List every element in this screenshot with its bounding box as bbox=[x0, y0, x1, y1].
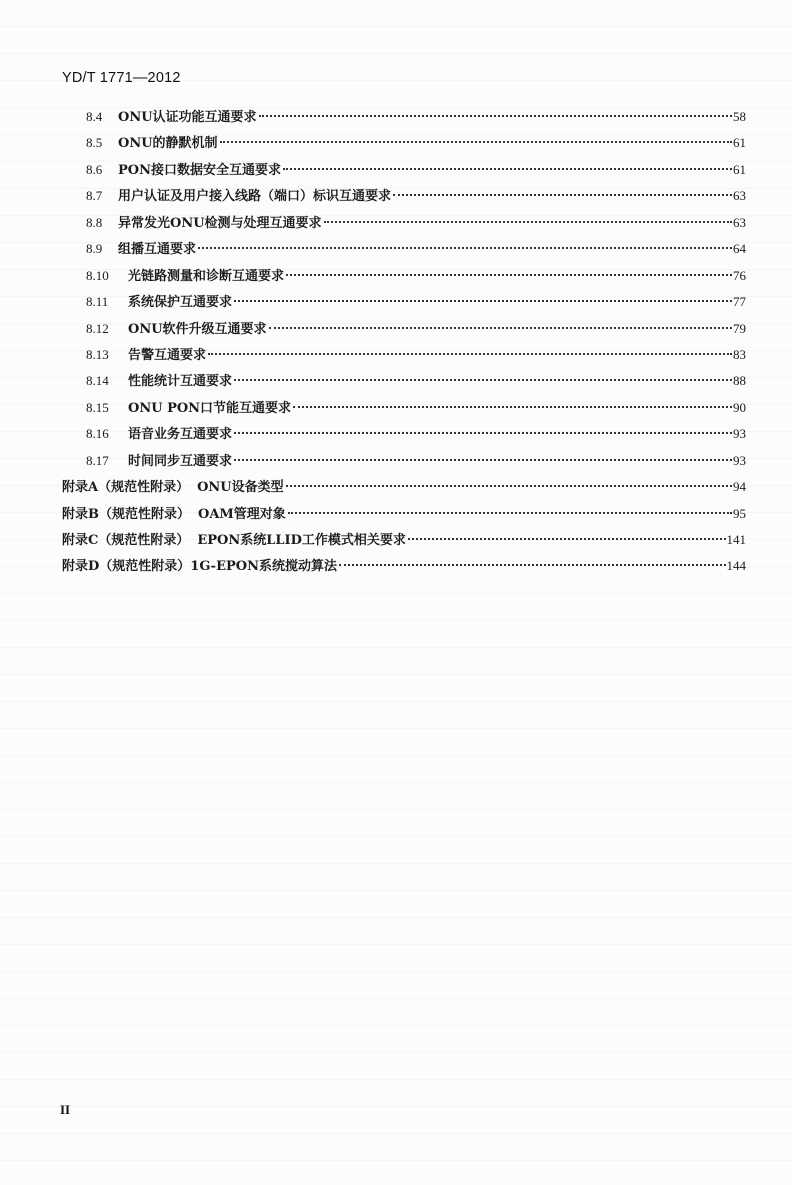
toc-entry-page: 77 bbox=[733, 294, 746, 310]
toc-annex-title: ONU设备类型 bbox=[197, 480, 284, 496]
dot-leader bbox=[286, 273, 732, 276]
toc-entry-title: 语音业务互通要求 bbox=[128, 427, 233, 443]
toc-entry-title: 告警互通要求 bbox=[128, 347, 207, 363]
toc-annex-entry bbox=[62, 501, 746, 527]
toc-entry bbox=[62, 130, 746, 156]
toc-entry-number: 8.10 bbox=[86, 267, 109, 283]
page-number: II bbox=[60, 1102, 71, 1117]
dot-leader bbox=[198, 246, 732, 249]
toc-entry-number: 8.13 bbox=[86, 346, 109, 362]
toc-entry-page: 76 bbox=[733, 267, 746, 283]
table-of-contents bbox=[62, 104, 746, 580]
toc-entry bbox=[62, 236, 746, 262]
toc-annex-label: 附录A（规范性附录） bbox=[62, 480, 190, 496]
toc-entry bbox=[62, 104, 746, 130]
toc-entry-page: 79 bbox=[733, 320, 746, 336]
toc-entry-page: 94 bbox=[733, 479, 746, 495]
toc-entry-page: 63 bbox=[733, 188, 746, 204]
toc-annex-entry bbox=[62, 474, 746, 500]
toc-entry-title: ONU的静默机制 bbox=[118, 136, 218, 152]
toc-entry bbox=[62, 368, 746, 394]
toc-annex-label: 附录B（规范性附录） bbox=[62, 506, 190, 522]
toc-entry bbox=[62, 395, 746, 421]
dot-leader bbox=[288, 511, 732, 514]
toc-entry-page: 83 bbox=[733, 346, 746, 362]
toc-entry-page: 61 bbox=[733, 135, 746, 151]
toc-entry bbox=[62, 448, 746, 474]
toc-entry-page: 90 bbox=[733, 399, 746, 415]
toc-entry-title: ONU PON口节能互通要求 bbox=[128, 400, 292, 416]
toc-entry-title: ONU软件升级互通要求 bbox=[128, 321, 267, 337]
toc-entry-number: 8.16 bbox=[86, 426, 109, 442]
toc-entry-page: 144 bbox=[726, 558, 746, 574]
toc-entry-page: 95 bbox=[733, 505, 746, 521]
toc-annex-label: 附录D（规范性附录） bbox=[62, 559, 191, 575]
toc-entry-title: 时间同步互通要求 bbox=[128, 453, 233, 469]
dot-leader bbox=[286, 484, 732, 487]
toc-entry-page: 88 bbox=[733, 373, 746, 389]
toc-entry-page: 58 bbox=[733, 109, 746, 124]
toc-entry bbox=[62, 342, 746, 368]
toc-entry-number: 8.14 bbox=[86, 373, 109, 389]
toc-entry-title: 异常发光ONU检测与处理互通要求 bbox=[118, 215, 322, 231]
toc-entry bbox=[62, 157, 746, 183]
toc-entry-number: 8.5 bbox=[86, 135, 103, 151]
toc-entry-number: 8.8 bbox=[86, 214, 103, 230]
dot-leader bbox=[234, 378, 732, 381]
toc-entry-title: 性能统计互通要求 bbox=[128, 374, 233, 390]
toc-entry bbox=[62, 183, 746, 209]
toc-entry-number: 8.4 bbox=[86, 109, 103, 124]
dot-leader bbox=[220, 140, 732, 143]
toc-annex-title: EPON系统LLID工作模式相关要求 bbox=[197, 533, 406, 548]
toc-entry-page: 64 bbox=[733, 241, 746, 257]
toc-entry-title: ONU认证功能互通要求 bbox=[118, 110, 257, 125]
dot-leader bbox=[259, 114, 732, 117]
toc-entry-number: 8.11 bbox=[86, 294, 109, 310]
toc-entry-page: 63 bbox=[733, 214, 746, 230]
toc-entry-title: 系统保护互通要求 bbox=[128, 295, 233, 311]
dot-leader bbox=[293, 405, 732, 408]
toc-entry-number: 8.9 bbox=[86, 241, 103, 257]
toc-entry-number: 8.7 bbox=[86, 188, 103, 204]
toc-entry-title: 用户认证及用户接入线路（端口）标识互通要求 bbox=[118, 189, 392, 205]
toc-annex-label: 附录C（规范性附录） bbox=[62, 533, 190, 548]
toc-entry-page: 93 bbox=[733, 452, 746, 468]
toc-entry-title: 光链路测量和诊断互通要求 bbox=[128, 268, 285, 284]
dot-leader bbox=[339, 563, 726, 566]
toc-entry bbox=[62, 289, 746, 315]
dot-leader bbox=[269, 326, 732, 329]
toc-entry-page: 93 bbox=[733, 426, 746, 442]
toc-annex-title: OAM管理对象 bbox=[198, 506, 286, 522]
toc-annex-title: 1G-EPON系统搅动算法 bbox=[190, 559, 337, 575]
dot-leader bbox=[283, 167, 732, 170]
document-code: YD/T 1771—2012 bbox=[62, 70, 181, 86]
dot-leader bbox=[234, 299, 732, 302]
toc-entry-number: 8.12 bbox=[86, 320, 109, 336]
toc-entry bbox=[62, 316, 746, 342]
toc-entry bbox=[62, 263, 746, 289]
dot-leader bbox=[234, 431, 732, 434]
toc-entry-page: 141 bbox=[726, 532, 746, 547]
toc-entry bbox=[62, 421, 746, 447]
toc-entry-title: 组播互通要求 bbox=[118, 242, 197, 258]
toc-entry-number: 8.15 bbox=[86, 399, 109, 415]
dot-leader bbox=[408, 537, 726, 540]
toc-annex-entry bbox=[62, 553, 746, 579]
dot-leader bbox=[208, 352, 732, 355]
toc-annex-entry bbox=[62, 527, 746, 553]
toc-entry-title: PON接口数据安全互通要求 bbox=[118, 162, 281, 178]
toc-entry bbox=[62, 210, 746, 236]
dot-leader bbox=[234, 458, 732, 461]
dot-leader bbox=[393, 193, 732, 196]
toc-entry-number: 8.17 bbox=[86, 452, 109, 468]
toc-entry-number: 8.6 bbox=[86, 161, 103, 177]
dot-leader bbox=[324, 220, 732, 223]
toc-entry-page: 61 bbox=[733, 161, 746, 177]
